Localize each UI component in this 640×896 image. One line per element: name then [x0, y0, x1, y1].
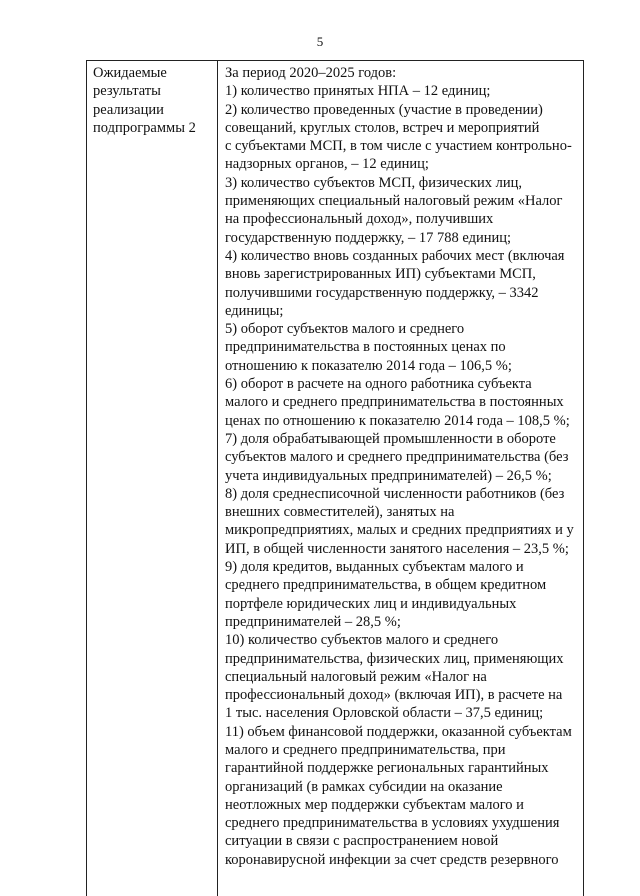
content-line: специальный налоговый режим «Налог на	[225, 668, 487, 685]
content-line: 9) доля кредитов, выданных субъектам малого и	[225, 559, 524, 576]
content-line: с субъектами МСП, в том числе с участием контрольно-	[225, 138, 572, 155]
content-line: 4) количество вновь созданных рабочих мест (включая	[225, 247, 565, 264]
content-line: предпринимательства в постоянных ценах по	[225, 339, 506, 356]
content-line: 5) оборот субъектов малого и среднего	[225, 321, 465, 338]
content-line: микропредприятиях, малых и средних предприятиях и у	[225, 522, 574, 539]
content-line: 10) количество субъектов малого и среднего	[225, 632, 499, 649]
content-line: получившими государственную поддержку, – 3342	[225, 284, 539, 301]
content-line: субъектов малого и среднего предпринимательства (без	[225, 449, 569, 466]
content-line: портфеле юридических лиц и индивидуальных	[225, 595, 517, 612]
page-number: 5	[316, 34, 324, 49]
content-line: малого и среднего предпринимательства в постоянных	[225, 394, 564, 411]
content-line: неотложных мер поддержки субъектам малого и	[225, 796, 524, 813]
content-line: применяющих специальный налоговый режим «Налог	[225, 193, 563, 210]
content-line: 3) количество субъектов МСП, физических лиц,	[225, 174, 523, 191]
content-line: 11) объем финансовой поддержки, оказанной субъектам	[225, 723, 572, 740]
content-line: малого и среднего предпринимательства, при	[225, 741, 506, 758]
content-line: профессиональный доход» (включая ИП), в расчете на	[225, 687, 563, 704]
content-line: организаций (в рамках субсидии на оказание	[225, 778, 503, 795]
content-line: надзорных органов, – 12 единиц;	[225, 156, 429, 173]
label-line: результаты	[93, 83, 161, 100]
content-line: отношению к показателю 2014 года – 106,5 %;	[225, 357, 512, 374]
content-line: предпринимателей – 28,5 %;	[225, 613, 401, 630]
content-line: учета индивидуальных предпринимателей) – 26,5 %;	[225, 467, 552, 484]
content-line: ценах по отношению к показателю 2014 года – 108,5 %;	[225, 412, 570, 429]
document-table	[86, 60, 584, 896]
content-line: на профессиональный доход», получивших	[225, 211, 494, 228]
content-line: государственную поддержку, – 17 788 единиц;	[225, 229, 512, 246]
content-line: ИП, в общей численности занятого населения – 23,5 %;	[225, 540, 569, 557]
content-line: среднего предпринимательства, в общем кредитном	[225, 577, 547, 594]
label-line: Ожидаемые	[93, 65, 167, 81]
content-line: 8) доля среднесписочной численности работников (без	[225, 485, 565, 502]
content-line: предпринимательства, физических лиц, применяющих	[225, 650, 564, 667]
label-line: подпрограммы 2	[93, 119, 196, 136]
content-line: среднего предпринимательства в условиях ухудшения	[225, 815, 560, 832]
content-line: совещаний, круглых столов, встреч и мероприятий	[225, 119, 540, 136]
content-line: 2) количество проведенных (участие в проведении)	[225, 101, 543, 118]
label-line: реализации	[93, 101, 164, 118]
table-cell-label	[87, 61, 218, 896]
content-line: ситуации в связи с распространением новой	[225, 833, 499, 850]
content-line: За период 2020–2025 годов:	[225, 65, 397, 81]
content-line: 1 тыс. населения Орловской области – 37,5 единиц;	[225, 705, 544, 722]
content-line: 1) количество принятых НПА – 12 единиц;	[225, 83, 491, 100]
table-cell-content	[218, 61, 583, 896]
content-line: 6) оборот в расчете на одного работника субъекта	[225, 376, 532, 393]
content-line: единицы;	[225, 302, 284, 319]
content-line: гарантийной поддержке региональных гарантийных	[225, 760, 549, 777]
content-line: внешних совместителей), занятых на	[225, 504, 455, 521]
content-line: 7) доля обрабатывающей промышленности в обороте	[225, 430, 556, 447]
content-line: коронавирусной инфекции за счет средств резервного	[225, 851, 559, 868]
content-line: вновь зарегистрированных ИП) субъектами МСП,	[225, 266, 536, 283]
